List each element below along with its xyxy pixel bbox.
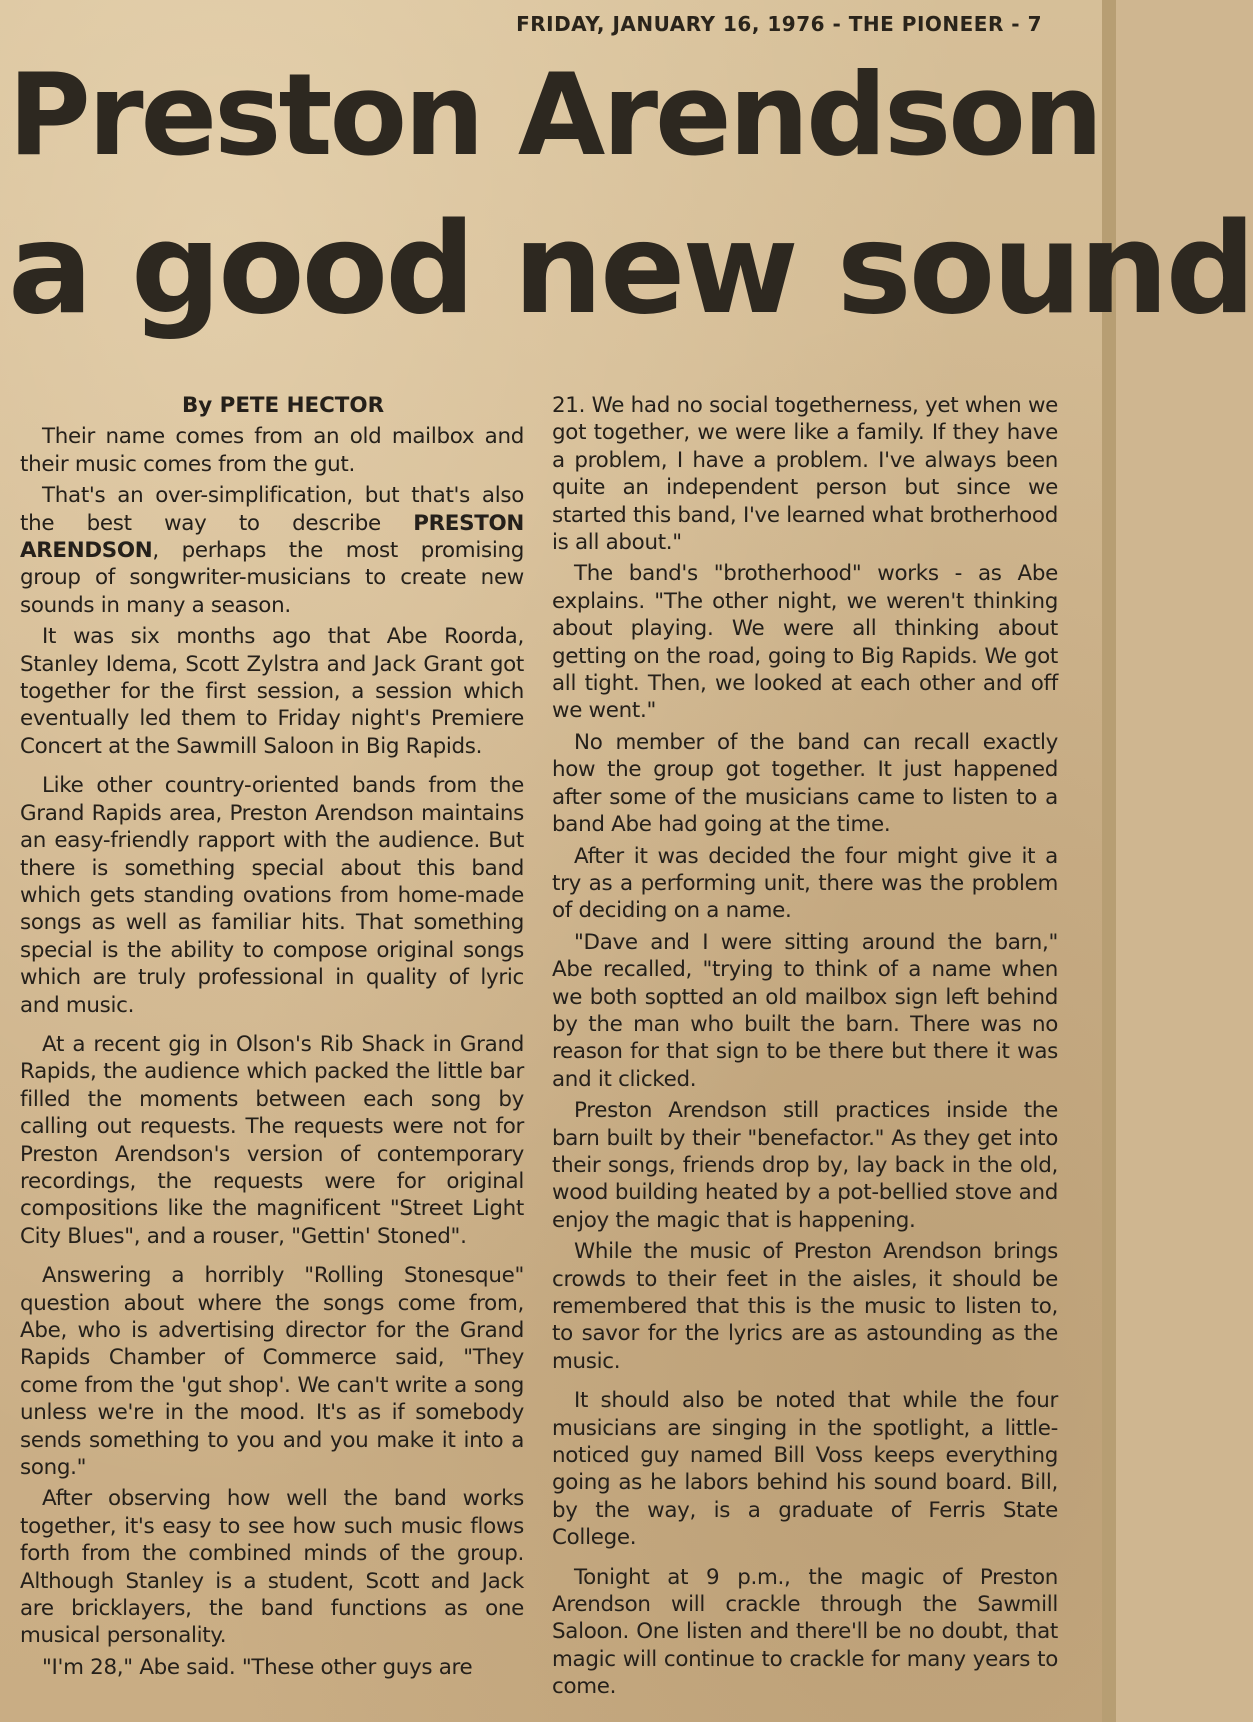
article-column-left [20,392,524,1685]
article-column-right [552,392,1058,1705]
band-name-bold: PRESTON ARENDSON [20,510,524,564]
paragraph-text: , perhaps the most promising group of songwriter-musicians to create new sounds in many a season. [20,538,524,618]
article-paragraph: "I'm 28," Abe said. "These other guys are [42,1654,473,1680]
article-paragraph [20,482,524,619]
byline: By PETE HECTOR [181,393,385,418]
page-dateline: FRIDAY, JANUARY 16, 1976 - THE PIONEER - 7 [516,12,1042,36]
article-paragraph: "Dave and I were sitting around the barn," Abe recalled, "trying to think of a name when we both soptted an old mailbox sign left behind by the man who built the barn. There was no reason for that sign to be there but there it was and it clicked. [552,929,1058,1092]
article-paragraph: Their name comes from an old mailbox and their music comes from the gut. [20,424,524,477]
article-paragraph: Answering a horribly "Rolling Stonesque" question about where the songs come from, Abe, who is advertising director for the Grand Rapids Chamber of Commerce said, "They come from the 'gut shop'. We can't write a song unless we're in the mood. It's as if somebody sends something to you and you make it into a song." [20,1263,524,1481]
article-paragraph: After it was decided the four might give it a try as a performing unit, there was the problem of deciding on a name. [552,843,1058,924]
headline-line-2: a good new sound [8,195,1253,342]
article-paragraph: Like other country-oriented bands from the Grand Rapids area, Preston Arendson maintains an easy-friendly rapport with the audience. But there is something special about this band which gets standing ovations from home-made songs as well as familiar hits. That something special is the ability to compose original songs which are truly professional in quality of lyric and music. [20,773,524,1018]
article-paragraph: It should also be noted that while the four musicians are singing in the spotlight, a little-noticed guy named Bill Voss keeps everything going as he labors behind his sound board. Bill, by the way, is a graduate of Ferris State College. [552,1388,1058,1551]
article-paragraph: Preston Arendson still practices inside the barn built by their "benefactor." As they get into their songs, friends drop by, lay back in the old, wood building heated by a pot-bellied stove and enjoy the magic that is happening. [552,1098,1058,1233]
article-paragraph: At a recent gig in Olson's Rib Shack in Grand Rapids, the audience which packed the little bar filled the moments between each song by calling out requests. The requests were not for Preston Arendson's version of contemporary recordings, the requests were for original compositions like the magnificent "Street Light City Blues", and a rouser, "Gettin' Stoned". [20,1031,524,1249]
article-paragraph: Tonight at 9 p.m., the magic of Preston Arendson will crackle through the Sawmill Saloon. One listen and there'll be no doubt, that magic will continue to crackle for many years to come. [552,1564,1058,1700]
headline-line-1: Preston Arendson [8,49,1101,181]
article-paragraph: After observing how well the band works together, it's easy to see how such music flows forth from the combined minds of the group. Although Stanley is a student, Scott and Jack are bricklayers, the band functions as one musical personality. [20,1486,524,1649]
article-paragraph: It was six months ago that Abe Roorda, Stanley Idema, Scott Zylstra and Jack Grant got together for the first session, a session which eventually led them to Friday night's Premiere Concert at the Sawmill Saloon in Big Rapids. [20,624,524,759]
article-paragraph: While the music of Preston Arendson brings crowds to their feet in the aisles, it should be remembered that this is the music to listen to, to savor for the lyrics are as astounding as the music. [552,1239,1058,1374]
article-headline [8,40,1253,348]
paragraph-text: That's an over-simplification, but that's also the best way to describe [20,483,524,536]
article-paragraph: The band's "brotherhood" works - as Abe explains. "The other night, we weren't thinking about playing. We were all thinking about getting on the road, going to Big Rapids. We got all tight. Then, we looked at each other and off we went." [552,561,1058,724]
article-paragraph: No member of the band can recall exactly how the group got together. It just happened after some of the musicians came to listen to a band Abe had going at the time. [552,729,1058,838]
article-paragraph-continued: 21. We had no social togetherness, yet when we got together, we were like a family. If they have a problem, I have a problem. I've always been quite an independent person but since we started this band, I've learned what brotherhood is all about." [552,393,1058,556]
